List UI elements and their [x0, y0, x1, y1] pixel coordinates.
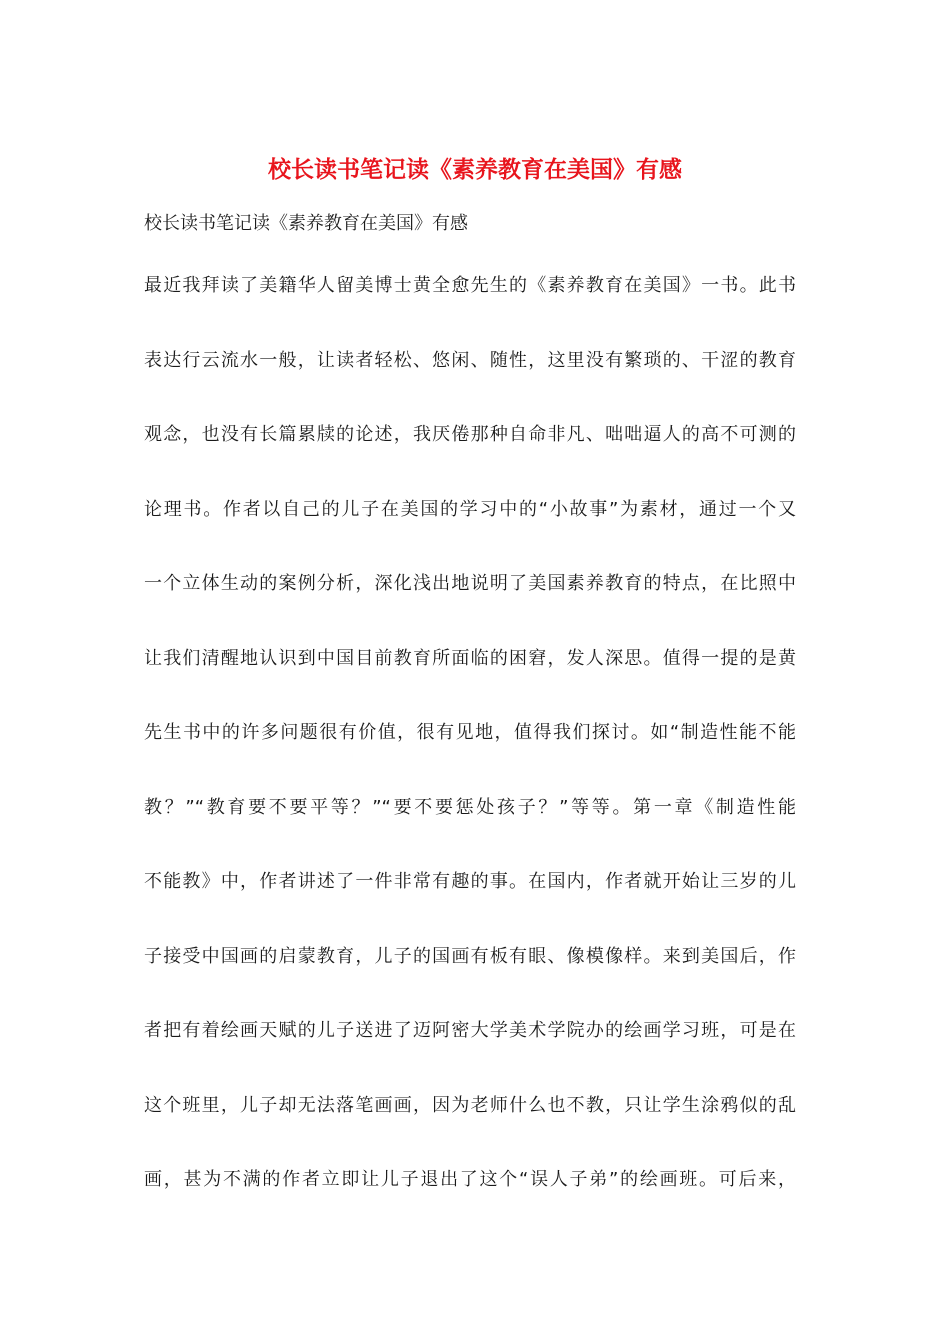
body-line: 表达行云流水一般，让读者轻松、悠闲、随性，这里没有繁琐的、干涩的教育	[144, 349, 796, 371]
document-title: 校长读书笔记读《素养教育在美国》有感	[268, 156, 682, 183]
body-line: 子接受中国画的启蒙教育，儿子的国画有板有眼、像模像样。来到美国后，作	[144, 945, 796, 967]
body-line: 画，甚为不满的作者立即让儿子退出了这个“误人子弟”的绘画班。可后来，	[144, 1169, 796, 1190]
body-line: 一个立体生动的案例分析，深化浅出地说明了美国素养教育的特点，在比照中	[144, 573, 796, 594]
document-subtitle: 校长读书笔记读《素养教育在美国》有感	[144, 213, 468, 234]
body-line: 先生书中的许多问题很有价值，很有见地，值得我们探讨。如“制造性能不能	[144, 722, 796, 743]
body-line: 这个班里，儿子却无法落笔画画，因为老师什么也不教，只让学生涂鸦似的乱	[144, 1094, 796, 1116]
body-line: 论理书。作者以自己的儿子在美国的学习中的“小故事”为素材，通过一个又	[144, 498, 796, 520]
document-body	[144, 270, 804, 1239]
body-line: 观念，也没有长篇累牍的论述，我厌倦那种自命非凡、咄咄逼人的高不可测的	[144, 424, 796, 445]
body-line: 者把有着绘画天赋的儿子送进了迈阿密大学美术学院办的绘画学习班，可是在	[144, 1020, 796, 1041]
body-line: 教？”“教育要不要平等？”“要不要惩处孩子？”等等。第一章《制造性能	[144, 796, 796, 818]
body-line: 最近我拜读了美籍华人留美博士黄全愈先生的《素养教育在美国》一书。此书	[144, 275, 796, 296]
body-line: 不能教》中，作者讲述了一件非常有趣的事。在国内，作者就开始让三岁的儿	[144, 871, 796, 892]
body-line: 让我们清醒地认识到中国目前教育所面临的困窘，发人深思。值得一提的是黄	[144, 647, 796, 669]
